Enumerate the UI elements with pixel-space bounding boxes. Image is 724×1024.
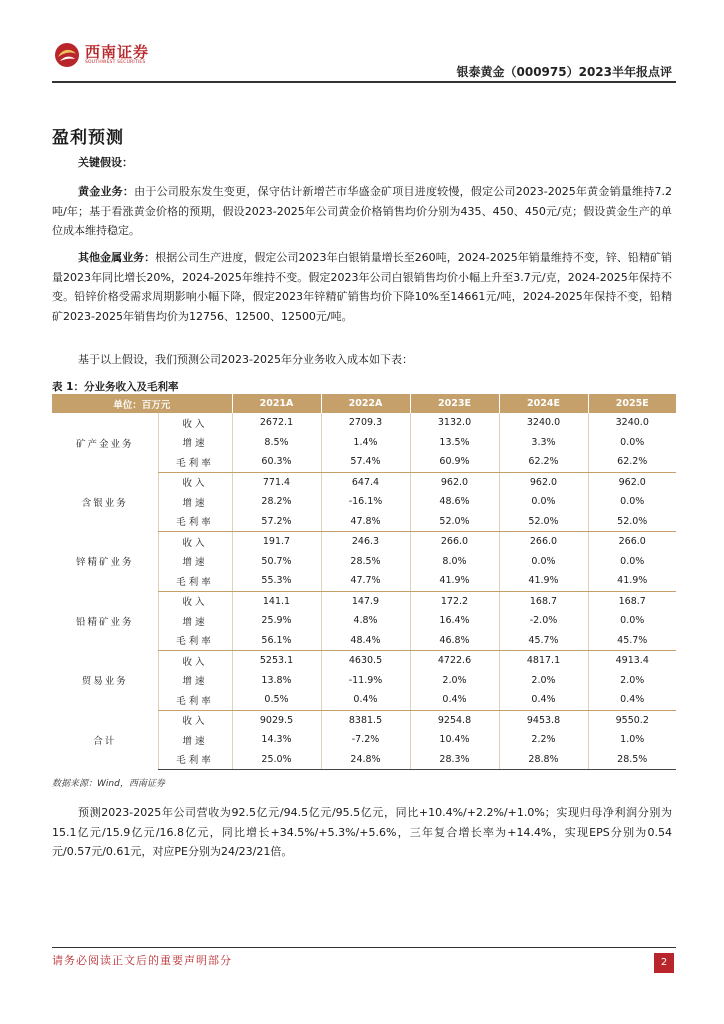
metric-name: 收入	[158, 532, 232, 552]
table-cell: 4817.1	[499, 651, 588, 671]
table-row	[52, 413, 676, 433]
intro-paragraph: 基于以上假设，我们预测公司2023-2025年分业务收入成本如下表：	[78, 353, 413, 366]
table-cell: 0.4%	[410, 690, 499, 710]
table-cell: 28.5%	[588, 750, 676, 770]
table-cell: 52.0%	[588, 512, 676, 532]
segment-name: 合计	[93, 735, 117, 747]
data-source: 数据来源：Wind，西南证券	[52, 779, 165, 789]
table-cell: 25.0%	[232, 750, 321, 770]
footer-divider	[52, 947, 676, 948]
table-cell: 0.4%	[321, 690, 410, 710]
table-cell: -7.2%	[321, 730, 410, 750]
table-cell: 0.0%	[499, 552, 588, 572]
other-metals-paragraph	[52, 248, 672, 326]
header-2023e: 2023E	[410, 394, 499, 413]
key-assumptions-label: 关键假设：	[78, 156, 133, 169]
table-cell: 50.7%	[232, 552, 321, 572]
table-cell: 62.2%	[588, 452, 676, 472]
table-cell: 8.5%	[232, 433, 321, 453]
table-cell: 962.0	[588, 472, 676, 492]
table-cell: 1.0%	[588, 730, 676, 750]
metric-name: 增速	[158, 611, 232, 631]
table-cell: 57.2%	[232, 512, 321, 532]
table-cell: 46.8%	[410, 631, 499, 651]
table-cell: 266.0	[588, 532, 676, 552]
footer-disclaimer: 请务必阅读正文后的重要声明部分	[52, 954, 232, 967]
metric-name: 收入	[158, 591, 232, 611]
metric-name: 增速	[158, 433, 232, 453]
table-cell: 45.7%	[499, 631, 588, 651]
table-cell: 55.3%	[232, 571, 321, 591]
table-cell: 41.9%	[410, 571, 499, 591]
forecast-paragraph: 预测2023-2025年公司营收为92.5亿元/94.5亿元/95.5亿元，同比+10.4%/+2.2%/+1.0%；实现归母净利润分别为15.1亿元/15.9亿元/16.8亿元，同比增长+34.5%/+5.3%/+5.6%，三年复合增长率为+14.4%，实现EPS分别为0.54元/0.57元/0.61元，对应PE分别为24/23/21倍。	[52, 806, 672, 858]
table-cell: 191.7	[232, 532, 321, 552]
metric-name: 毛利率	[158, 631, 232, 651]
table-cell: 2709.3	[321, 413, 410, 433]
table-cell: 647.4	[321, 472, 410, 492]
table-row	[52, 710, 676, 730]
other-metals-label: 其他金属业务：	[78, 251, 156, 264]
table-cell: 5253.1	[232, 651, 321, 671]
table-cell: 28.3%	[410, 750, 499, 770]
page-header	[0, 0, 724, 82]
table-cell: 2.0%	[499, 671, 588, 691]
table-cell: -16.1%	[321, 492, 410, 512]
metric-name: 收入	[158, 472, 232, 492]
other-metals-text: 根据公司生产进度，假定公司2023年白银销量增长至260吨，2024-2025年销量维持不变，锌、铅精矿销量2023年同比增长20%，2024-2025年维持不变。假定2023年公司白银销售均价小幅上升至3.7元/克，2024-2025年保持不变。铅锌价格受需求周期影响小幅下降，假定2023年锌精矿销售均价下降10%至14661元/吨，2024-2025年保持不变，铅精矿2023-2025年销售均价为12756、12500、12500元/吨。	[52, 251, 673, 323]
table-cell: 9453.8	[499, 710, 588, 730]
table-cell: 771.4	[232, 472, 321, 492]
table-cell: 16.4%	[410, 611, 499, 631]
table-cell: 13.5%	[410, 433, 499, 453]
gold-label: 黄金业务：	[78, 185, 135, 198]
section-title: 盈利预测	[52, 128, 124, 148]
table-cell: -2.0%	[499, 611, 588, 631]
table-cell: 8.0%	[410, 552, 499, 572]
table-cell: 246.3	[321, 532, 410, 552]
logo-mark-icon	[54, 42, 80, 68]
metric-name: 毛利率	[158, 512, 232, 532]
table-cell: 45.7%	[588, 631, 676, 651]
table-cell: 14.3%	[232, 730, 321, 750]
segment-revenue-table	[52, 394, 676, 770]
header-2022a: 2022A	[321, 394, 410, 413]
table-cell: 60.3%	[232, 452, 321, 472]
metric-name: 收入	[158, 413, 232, 433]
table-row	[52, 591, 676, 611]
segment-name: 锌精矿业务	[75, 557, 134, 569]
table-cell: 0.5%	[232, 690, 321, 710]
segment-name: 贸易业务	[81, 676, 128, 688]
table-cell: 2.0%	[588, 671, 676, 691]
table-cell: 141.1	[232, 591, 321, 611]
table-cell: 2.0%	[410, 671, 499, 691]
metric-name: 增速	[158, 730, 232, 750]
table-cell: 3240.0	[588, 413, 676, 433]
table-cell: 28.5%	[321, 552, 410, 572]
table-cell: 9254.8	[410, 710, 499, 730]
table-cell: 4913.4	[588, 651, 676, 671]
table-cell: 8381.5	[321, 710, 410, 730]
table-header-row	[52, 394, 676, 413]
table-cell: 13.8%	[232, 671, 321, 691]
table-cell: 48.4%	[321, 631, 410, 651]
table-cell: 2672.1	[232, 413, 321, 433]
table-row	[52, 472, 676, 492]
logo-chinese-name: 西南证券	[85, 43, 150, 61]
table-cell: 57.4%	[321, 452, 410, 472]
page-number: 2	[654, 953, 674, 973]
metric-name: 毛利率	[158, 571, 232, 591]
table-row	[52, 651, 676, 671]
table-row	[52, 532, 676, 552]
table-cell: 9029.5	[232, 710, 321, 730]
table-cell: 52.0%	[410, 512, 499, 532]
table-cell: 962.0	[410, 472, 499, 492]
table-cell: 172.2	[410, 591, 499, 611]
table-cell: 0.0%	[499, 492, 588, 512]
table-cell: 266.0	[410, 532, 499, 552]
table-cell: 147.9	[321, 591, 410, 611]
header-divider	[52, 81, 676, 83]
metric-name: 收入	[158, 710, 232, 730]
table-cell: 47.7%	[321, 571, 410, 591]
header-2024e: 2024E	[499, 394, 588, 413]
table-cell: 4722.6	[410, 651, 499, 671]
table-cell: 266.0	[499, 532, 588, 552]
table-cell: 24.8%	[321, 750, 410, 770]
metric-name: 毛利率	[158, 690, 232, 710]
table-cell: 0.4%	[499, 690, 588, 710]
table-cell: 962.0	[499, 472, 588, 492]
logo-english-name: SOUTHWEST SECURITIES	[85, 60, 146, 65]
metric-name: 增速	[158, 492, 232, 512]
table-cell: 60.9%	[410, 452, 499, 472]
table-cell: 0.0%	[588, 611, 676, 631]
table-cell: 41.9%	[588, 571, 676, 591]
table-cell: 0.0%	[588, 492, 676, 512]
metric-name: 增速	[158, 671, 232, 691]
table-cell: 0.0%	[588, 433, 676, 453]
table-cell: 47.8%	[321, 512, 410, 532]
table-cell: 9550.2	[588, 710, 676, 730]
table-cell: 168.7	[588, 591, 676, 611]
metric-name: 增速	[158, 552, 232, 572]
table-cell: 2.2%	[499, 730, 588, 750]
header-2025e: 2025E	[588, 394, 676, 413]
table-cell: 28.8%	[499, 750, 588, 770]
gold-assumption-paragraph	[52, 182, 672, 241]
table-cell: 10.4%	[410, 730, 499, 750]
table-cell: 62.2%	[499, 452, 588, 472]
table-cell: 4630.5	[321, 651, 410, 671]
header-unit: 单位：百万元	[52, 394, 232, 413]
table-cell: 0.0%	[588, 552, 676, 572]
table-cell: 48.6%	[410, 492, 499, 512]
table-cell: 4.8%	[321, 611, 410, 631]
table-cell: 52.0%	[499, 512, 588, 532]
company-logo	[54, 42, 149, 68]
table-cell: 0.4%	[588, 690, 676, 710]
table-cell: 56.1%	[232, 631, 321, 651]
metric-name: 毛利率	[158, 750, 232, 770]
table-cell: 3132.0	[410, 413, 499, 433]
segment-name: 铅精矿业务	[75, 616, 134, 628]
metric-name: 收入	[158, 651, 232, 671]
table-cell: 41.9%	[499, 571, 588, 591]
metric-name: 毛利率	[158, 452, 232, 472]
report-title: 银泰黄金（000975）2023半年报点评	[456, 65, 672, 79]
table-cell: 25.9%	[232, 611, 321, 631]
header-2021a: 2021A	[232, 394, 321, 413]
table-cell: 3240.0	[499, 413, 588, 433]
table-cell: 168.7	[499, 591, 588, 611]
segment-name: 含银业务	[81, 497, 128, 509]
table-cell: 3.3%	[499, 433, 588, 453]
table-cell: -11.9%	[321, 671, 410, 691]
table-caption: 表 1：分业务收入及毛利率	[52, 381, 179, 393]
table-cell: 1.4%	[321, 433, 410, 453]
segment-name: 矿产金业务	[75, 438, 134, 450]
gold-text: 由于公司股东发生变更，保守估计新增芒市华盛金矿项目进度较慢，假定公司2023-2025年黄金销量维持7.2吨/年；基于看涨黄金价格的预期，假设2023-2025年公司黄金价格销售均价分别为435、450、450元/克；假设黄金生产的单位成本维持稳定。	[52, 185, 672, 237]
table-cell: 28.2%	[232, 492, 321, 512]
